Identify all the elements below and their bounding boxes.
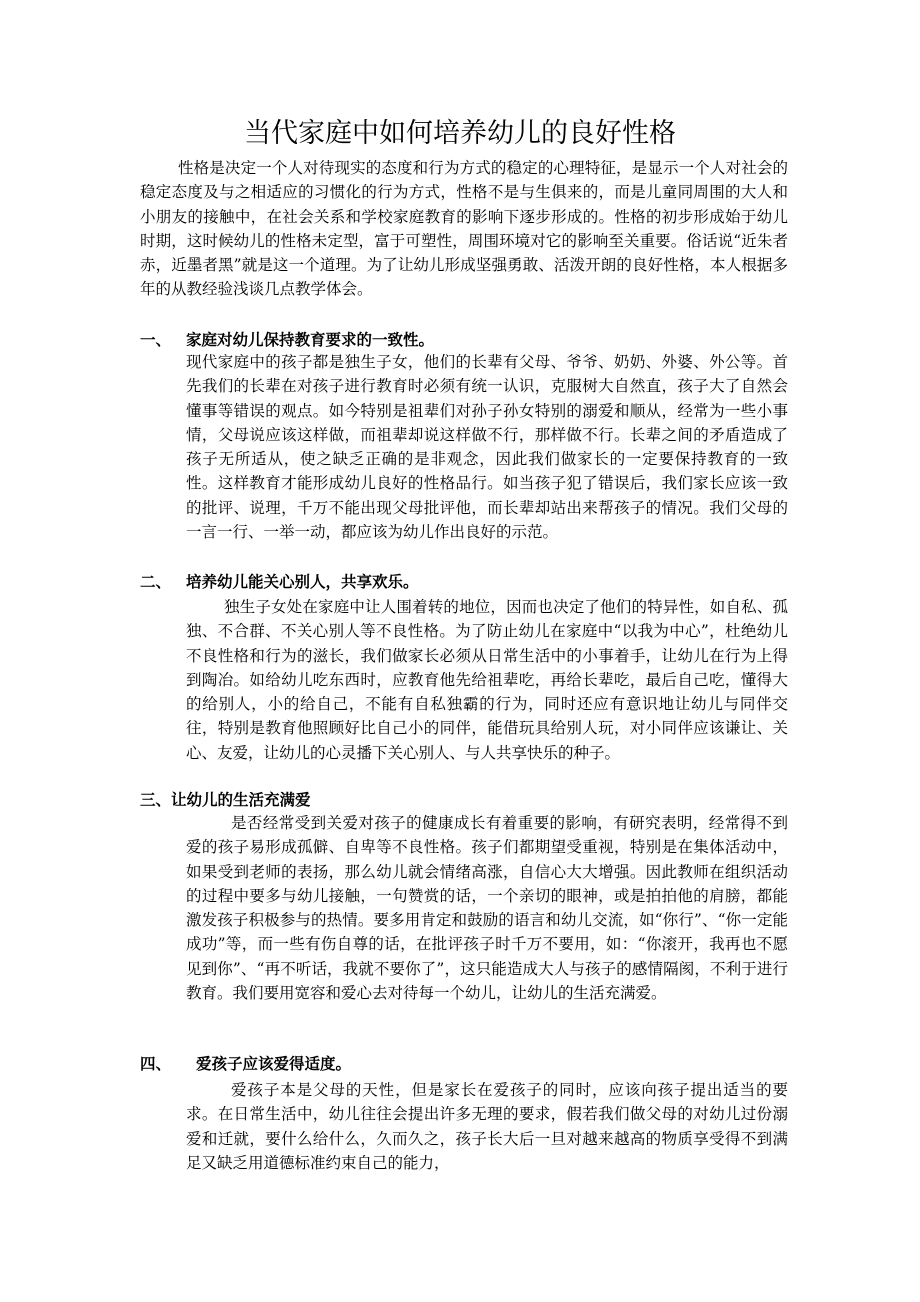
section-heading-4 <box>140 1053 351 1075</box>
section-body-1: 现代家庭中的孩子都是独生子女，他们的长辈有父母、爷爷、奶奶、外婆、外公等。首先我们的长辈在对孩子进行教育时必须有统一认识，克服树大自然直，孩子大了自然会懂事等错误的观点。如今特别是祖辈们对孙子孙女特别的溺爱和顺从，经常为一些小事情，父母说应该这样做，而祖辈却说这样做不行，那样做不行。长辈之间的矛盾造成了孩子无所适从，使之缺乏正确的是非观念，因此我们做家长的一定要保持教育的一致性。这样教育才能形成幼儿良好的性格品行。如当孩子犯了错误后，我们家长应该一致的批评、说理，千万不能出现父母批评他，而长辈却站出来帮孩子的情况。我们父母的一言一行、一举一动，都应该为幼儿作出良好的示范。 <box>186 353 788 542</box>
section-heading-text-4: 爱孩子应该爱得适度。 <box>196 1055 352 1073</box>
section-heading-text-2: 培养幼儿能关心别人，共享欢乐。 <box>186 573 419 591</box>
section-number-1: 一、 <box>140 331 172 349</box>
section-number-2: 二、 <box>140 573 172 591</box>
section-body-2: 独生子女处在家庭中让人围着转的地位，因而也决定了他们的特异性，如自私、孤独、不合群、不关心别人等不良性格。为了防止幼儿在家庭中“以我为中心”，杜绝幼儿不良性格和行为的滋长，我们做家长必须从日常生活中的小事着手，让幼儿在行为上得到陶冶。如给幼儿吃东西时，应教育他先给祖辈吃，再给长辈吃，最后自己吃，懂得大的给别人，小的给自己，不能有自私独霸的行为，同时还应有意识地让幼儿与同伴交往，特别是教育他照顾好比自己小的同伴，能借玩具给别人玩，对小同伴应该谦让、关心、友爱，让幼儿的心灵播下关心别人、与人共享快乐的种子。 <box>186 598 788 762</box>
section-body-4: 爱孩子本是父母的天性，但是家长在爱孩子的同时，应该向孩子提出适当的要求。在日常生活中，幼儿往往会提出许多无理的要求，假若我们做父母的对幼儿过份溺爱和迁就，要什么给什么，久而久之，孩子长大后一旦对越来越高的物质享受得不到满足又缺乏用道德标准约束自己的能力， <box>186 1081 788 1172</box>
intro-paragraph: 性格是决定一个人对待现实的态度和行为方式的稳定的心理特征，是显示一个人对社会的稳定态度及与之相适应的习惯化的行为方式，性格不是与生俱来的，而是儿童同周围的大人和小朋友的接触中，在社会关系和学校家庭教育的影响下逐步形成的。性格的初步形成始于幼儿时期，这时候幼儿的性格未定型，富于可塑性，周围环境对它的影响至关重要。俗话说“近朱者赤，近墨者黑”就是这一个道理。为了让幼儿形成坚强勇敢、活泼开朗的良好性格，本人根据多年的从教经验浅谈几点教学体会。 <box>140 159 788 299</box>
section-heading-text-1: 家庭对幼儿保持教育要求的一致性。 <box>186 331 435 349</box>
section-heading-1 <box>140 329 434 351</box>
section-heading-2 <box>140 571 419 593</box>
section-number-3: 三、 <box>140 791 172 809</box>
section-body-3: 是否经常受到关爱对孩子的健康成长有着重要的影响，有研究表明，经常得不到爱的孩子易形成孤僻、自卑等不良性格。孩子们都期望受重视，特别是在集体活动中，如果受到老师的表扬，那么幼儿就会情绪高涨，自信心大大增强。因此教师在组织活动的过程中要多与幼儿接触，一句赞赏的话，一个亲切的眼神，或是拍拍他的肩膀，都能激发孩子积极参与的热情。要多用肯定和鼓励的语言和幼儿交流，如“你行”、“你一定能成功”等，而一些有伤自尊的话，在批评孩子时千万不要用，如：“你滚开，我再也不愿见到你”、“再不听话，我就不要你了”，这只能造成大人与孩子的感情隔阂，不利于进行教育。我们要用宽容和爱心去对待每一个幼儿，让幼儿的生活充满爱。 <box>186 814 788 1003</box>
section-number-4: 四、 <box>140 1055 172 1073</box>
document-title: 当代家庭中如何培养幼儿的良好性格 <box>244 118 676 149</box>
section-heading-3 <box>140 789 311 811</box>
section-heading-text-3: 让幼儿的生活充满爱 <box>171 791 311 809</box>
